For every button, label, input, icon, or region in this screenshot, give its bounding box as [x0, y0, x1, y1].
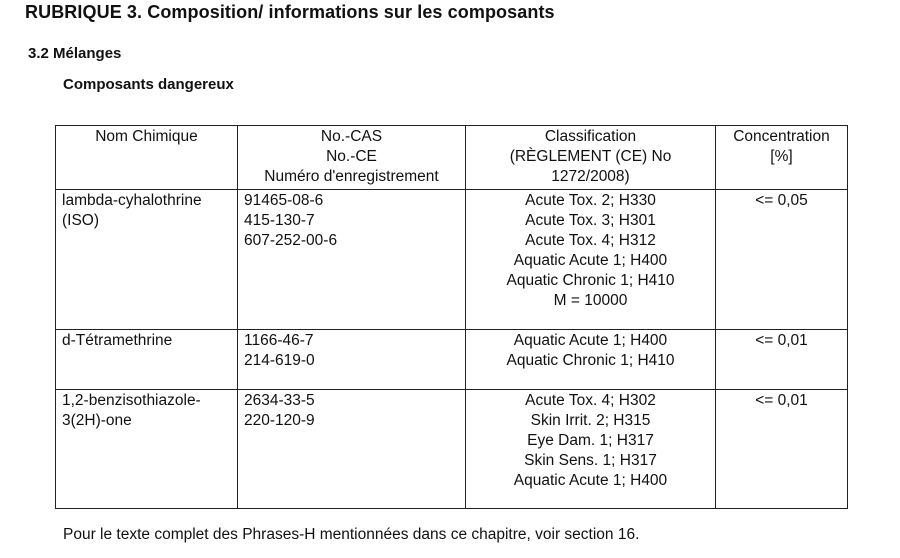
header-concentration	[716, 126, 848, 190]
cell-cas	[238, 390, 466, 509]
cell-line: Acute Tox. 4; H312	[525, 232, 656, 249]
cell-line: <= 0,01	[755, 332, 808, 349]
cell-line: Aquatic Acute 1; H400	[513, 252, 668, 269]
cell-line: Eye Dam. 1; H317	[527, 432, 654, 449]
cell-line: Aquatic Acute 1; H400	[513, 332, 668, 349]
cell-line: Aquatic Acute 1; H400	[513, 472, 668, 489]
cell-line: d-Tétramethrine	[62, 332, 173, 349]
cell-classification	[466, 190, 716, 330]
header-line: Classification	[544, 128, 637, 145]
hazardous-components-table	[55, 125, 848, 509]
cell-name	[56, 190, 238, 330]
cell-line: 1166-46-7	[244, 332, 314, 349]
header-cas	[238, 126, 466, 190]
cell-concentration	[716, 190, 848, 330]
header-line: Numéro d'enregistrement	[264, 168, 439, 185]
cell-name	[56, 330, 238, 390]
header-line: Concentration	[733, 128, 830, 145]
header-line: Nom Chimique	[95, 128, 198, 145]
cell-line: 220-120-9	[244, 412, 315, 429]
header-line: [%]	[770, 148, 793, 165]
cell-line: Acute Tox. 4; H302	[525, 392, 656, 409]
cell-line: lambda-cyhalothrine	[62, 192, 202, 209]
header-line: (RÈGLEMENT (CE) No	[509, 148, 672, 165]
subheading: Composants dangereux	[63, 76, 234, 93]
section-title: RUBRIQUE 3. Composition/ informations sur les composants	[25, 2, 555, 22]
cell-line: 3(2H)-one	[62, 412, 132, 429]
cell-line: Aquatic Chronic 1; H410	[506, 272, 675, 289]
cell-name	[56, 390, 238, 509]
cell-concentration	[716, 390, 848, 509]
header-line: 1272/2008)	[551, 168, 630, 185]
cell-line: Skin Irrit. 2; H315	[530, 412, 651, 429]
cell-line: Acute Tox. 2; H330	[525, 192, 656, 209]
cell-line: 415-130-7	[244, 212, 315, 229]
cell-line: 1,2-benzisothiazole-	[62, 392, 201, 409]
cell-line: 2634-33-5	[244, 392, 315, 409]
cell-classification	[466, 330, 716, 390]
cell-line: Skin Sens. 1; H317	[524, 452, 657, 469]
cell-line: 607-252-00-6	[244, 232, 338, 249]
cell-line: (ISO)	[62, 212, 100, 229]
cell-line: M = 10000	[553, 292, 628, 309]
cell-classification	[466, 390, 716, 509]
cell-line: 214-619-0	[244, 352, 315, 369]
cell-cas	[238, 190, 466, 330]
footer-note: Pour le texte complet des Phrases-H mentionnées dans ce chapitre, voir section 16.	[63, 526, 640, 543]
cell-cas	[238, 330, 466, 390]
cell-line: <= 0,01	[755, 392, 808, 409]
cell-concentration	[716, 330, 848, 390]
subsection-title: 3.2 Mélanges	[28, 45, 122, 62]
table-header-row	[56, 126, 848, 190]
header-line: No.-CE	[326, 148, 377, 165]
cell-line: 91465-08-6	[244, 192, 324, 209]
cell-line: <= 0,05	[755, 192, 808, 209]
cell-line: Acute Tox. 3; H301	[525, 212, 656, 229]
header-line: No.-CAS	[320, 128, 383, 145]
header-classification	[466, 126, 716, 190]
table-row	[56, 330, 848, 390]
table-row	[56, 390, 848, 509]
cell-line: Aquatic Chronic 1; H410	[506, 352, 675, 369]
table-row	[56, 190, 848, 330]
header-name	[56, 126, 238, 190]
